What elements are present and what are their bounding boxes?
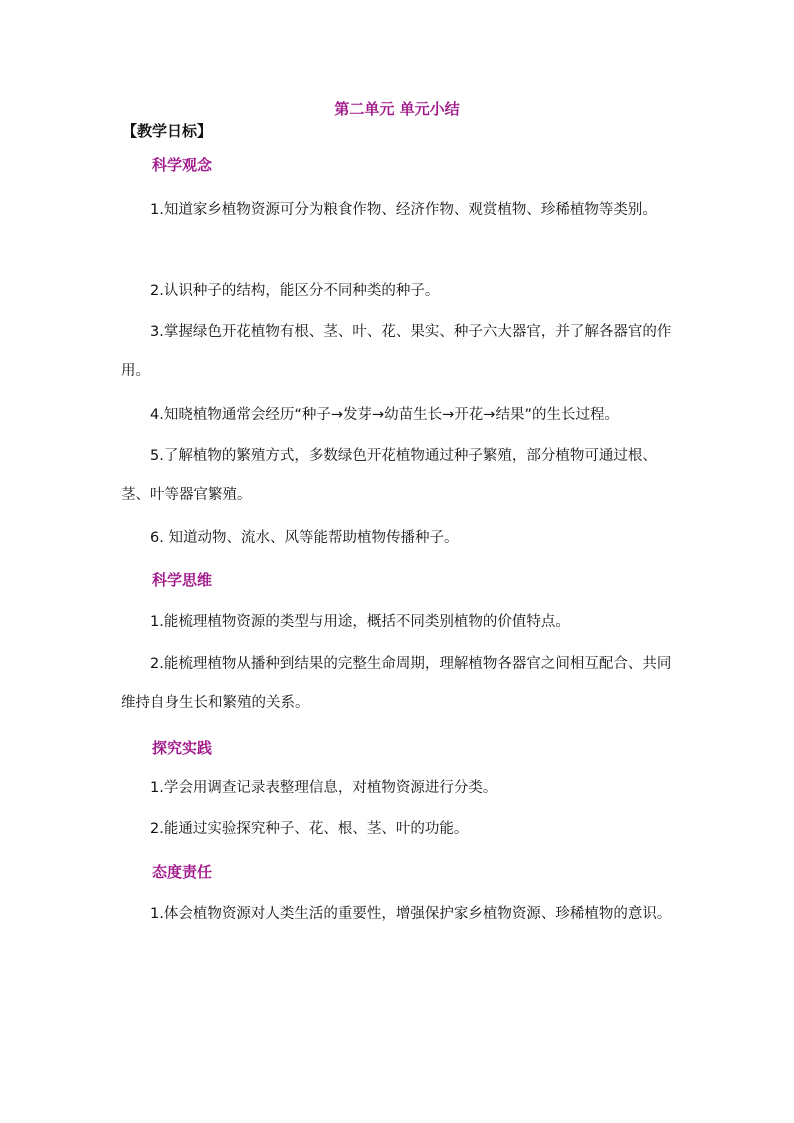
concepts-item-2: 2.认识种子的结构，能区分不同种类的种子。 (150, 283, 440, 299)
section-heading-attitude: 态度责任 (152, 863, 213, 881)
thinking-item-1: 1.能梳理植物资源的类型与用途，概括不同类别植物的价值特点。 (150, 614, 570, 630)
concepts-item-6: 6. 知道动物、流水、风等能帮助植物传播种子。 (150, 530, 459, 546)
concepts-item-3: 3.掌握绿色开花植物有根、茎、叶、花、果实、种子六大器官，并了解各器官的作用。 (121, 324, 672, 379)
practice-item-1: 1.学会用调查记录表整理信息，对植物资源进行分类。 (150, 780, 498, 796)
section-heading-concepts: 科学观念 (152, 156, 213, 174)
section-heading-practice: 探究实践 (152, 739, 213, 757)
thinking-item-2: 2.能梳理植物从播种到结果的完整生命周期，理解植物各器官之间相互配合、共同维持自身生长和繁殖的关系。 (121, 656, 672, 711)
page-title: 第二单元 单元小结 (334, 100, 460, 118)
attitude-item-1: 1.体会植物资源对人类生活的重要性，增强保护家乡植物资源、珍稀植物的意识。 (150, 906, 672, 922)
practice-item-2: 2.能通过实验探究种子、花、根、茎、叶的功能。 (150, 821, 469, 837)
teaching-goals-label: 【教学日标】 (122, 122, 213, 140)
concepts-item-1: 1.知道家乡植物资源可分为粮食作物、经济作物、观赏植物、珍稀植物等类别。 (150, 202, 657, 218)
concepts-item-5: 5.了解植物的繁殖方式，多数绿色开花植物通过种子繁殖，部分植物可通过根、茎、叶等器官繁殖。 (121, 448, 657, 503)
concepts-item-4: 4.知晓植物通常会经历“种子→发芽→幼苗生长→开花→结果”的生长过程。 (150, 407, 619, 423)
section-heading-thinking: 科学思维 (152, 571, 213, 589)
